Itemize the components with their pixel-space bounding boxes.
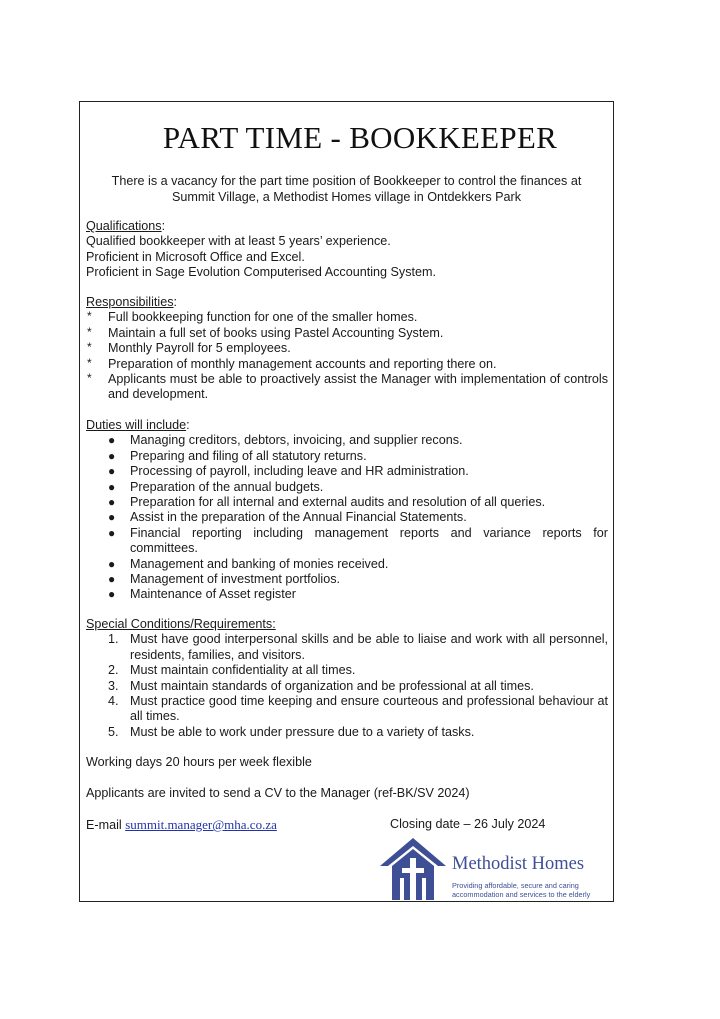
methodist-homes-logo — [380, 836, 610, 902]
heading-colon: : — [186, 418, 190, 432]
list-item-text: Managing creditors, debtors, invoicing, and supplier recons. — [130, 433, 463, 448]
qualifications-heading: Qualifications — [86, 219, 162, 233]
dot-bullet-icon: ● — [108, 495, 116, 510]
asterisk-bullet-icon: * — [87, 371, 92, 386]
qualifications-section — [86, 219, 608, 281]
dot-bullet-icon: ● — [108, 479, 116, 494]
list-item-text: Processing of payroll, including leave and HR administration. — [130, 464, 469, 479]
dot-bullet-icon: ● — [108, 510, 116, 525]
heading-colon: : — [161, 219, 166, 233]
qualification-line: Qualified bookkeeper with at least 5 years’ experience. — [86, 234, 391, 249]
email-label: E-mail — [86, 818, 122, 832]
duties-heading: Duties will include — [86, 418, 187, 432]
dot-bullet-icon: ● — [108, 448, 116, 463]
responsibilities-heading: Responsibilities — [86, 295, 174, 309]
conditions-section — [86, 617, 608, 740]
list-item — [86, 572, 608, 587]
list-item — [86, 663, 608, 678]
list-item-text: Must practice good time keeping and ensure courteous and professional behaviour at all times. — [130, 694, 608, 724]
conditions-list — [86, 632, 608, 740]
list-item — [86, 526, 608, 557]
list-item — [86, 587, 608, 602]
asterisk-bullet-icon: * — [87, 324, 92, 339]
list-item — [86, 495, 608, 510]
conditions-heading: Special Conditions/Requirements: — [86, 617, 276, 631]
list-item — [86, 464, 608, 479]
qualifications-heading-row — [86, 219, 608, 234]
closing-date: Closing date – 26 July 2024 — [390, 817, 546, 831]
list-item-text: Management and banking of monies received. — [130, 556, 389, 571]
intro-paragraph — [86, 173, 607, 205]
list-item-text: Preparation of the annual budgets. — [130, 479, 324, 494]
list-item — [86, 694, 608, 725]
intro-line: Summit Village, a Methodist Homes village in Ontdekkers Park — [171, 190, 522, 204]
item-number: 1. — [108, 632, 119, 647]
list-item — [86, 372, 608, 403]
list-item-text: Preparing and filing of all statutory returns. — [130, 448, 367, 463]
list-item-text: Must maintain confidentiality at all times. — [130, 663, 356, 678]
email-link[interactable]: summit.manager@mha.co.za — [125, 817, 277, 832]
list-item-text: Must be able to work under pressure due to a variety of tasks. — [130, 724, 475, 739]
list-item-text: Monthly Payroll for 5 employees. — [108, 341, 291, 356]
logo-tagline-line: Providing affordable, secure and caring — [452, 881, 579, 890]
qualification-line: Proficient in Microsoft Office and Excel. — [86, 249, 305, 264]
asterisk-bullet-icon: * — [87, 309, 92, 324]
dot-bullet-icon: ● — [108, 433, 116, 448]
list-item — [86, 310, 608, 325]
dot-bullet-icon: ● — [108, 525, 116, 540]
asterisk-bullet-icon: * — [87, 355, 92, 370]
list-item-text: Assist in the preparation of the Annual Financial Statements. — [130, 510, 467, 525]
list-item — [86, 433, 608, 448]
apply-instructions: Applicants are invited to send a CV to the Manager (ref-BK/SV 2024) — [86, 786, 470, 800]
logo-tagline — [452, 881, 590, 899]
dot-bullet-icon: ● — [108, 572, 116, 587]
item-number: 3. — [108, 678, 119, 693]
list-item — [86, 557, 608, 572]
list-item-text: Full bookkeeping function for one of the smaller homes. — [108, 310, 418, 325]
item-number: 5. — [108, 724, 119, 739]
list-item — [86, 480, 608, 495]
list-item — [86, 632, 608, 663]
duties-heading-row — [86, 418, 608, 433]
list-item — [86, 449, 608, 464]
asterisk-bullet-icon: * — [87, 340, 92, 355]
list-item-text: Applicants must be able to proactively assist the Manager with implementation of controls and development. — [108, 372, 608, 402]
list-item-text: Management of investment portfolios. — [130, 572, 341, 587]
logo-tagline-line: accommodation and services to the elderly — [452, 890, 591, 899]
list-item-text: Preparation for all internal and external audits and resolution of all queries. — [130, 495, 546, 510]
list-item — [86, 725, 608, 740]
duties-section — [86, 418, 608, 603]
logo-name: Methodist Homes — [452, 854, 585, 874]
list-item — [86, 341, 608, 356]
list-item-text: Must have good interpersonal skills and be able to liaise and work with all personnel, residents, families, and visitors. — [130, 632, 608, 662]
dot-bullet-icon: ● — [108, 587, 116, 602]
list-item-text: Maintenance of Asset register — [130, 587, 296, 602]
list-item-text: Must maintain standards of organization and be professional at all times. — [130, 678, 534, 693]
working-days-text: Working days 20 hours per week flexible — [86, 755, 312, 769]
responsibilities-heading-row — [86, 295, 608, 310]
dot-bullet-icon: ● — [108, 556, 116, 571]
list-item — [86, 510, 608, 525]
list-item-text: Financial reporting including management reports and variance reports for committees. — [130, 525, 608, 556]
list-item-text: Preparation of monthly management accounts and reporting there on. — [108, 356, 497, 371]
responsibilities-section — [86, 295, 608, 403]
list-item-text: Maintain a full set of books using Pastel Accounting System. — [108, 325, 444, 340]
list-item — [86, 357, 608, 372]
item-number: 4. — [108, 694, 119, 709]
list-item — [86, 326, 608, 341]
qualification-line: Proficient in Sage Evolution Computerised Accounting System. — [86, 265, 437, 280]
house-cross-icon — [380, 836, 446, 902]
responsibilities-list — [86, 310, 608, 402]
heading-colon: : — [173, 295, 177, 309]
page-title: PART TIME - BOOKKEEPER — [162, 120, 558, 155]
dot-bullet-icon: ● — [108, 464, 116, 479]
list-item — [86, 679, 608, 694]
email-row — [86, 817, 306, 833]
intro-line: There is a vacancy for the part time position of Bookkeeper to control the finances at — [111, 174, 582, 188]
duties-list — [86, 433, 608, 602]
item-number: 2. — [108, 663, 119, 678]
